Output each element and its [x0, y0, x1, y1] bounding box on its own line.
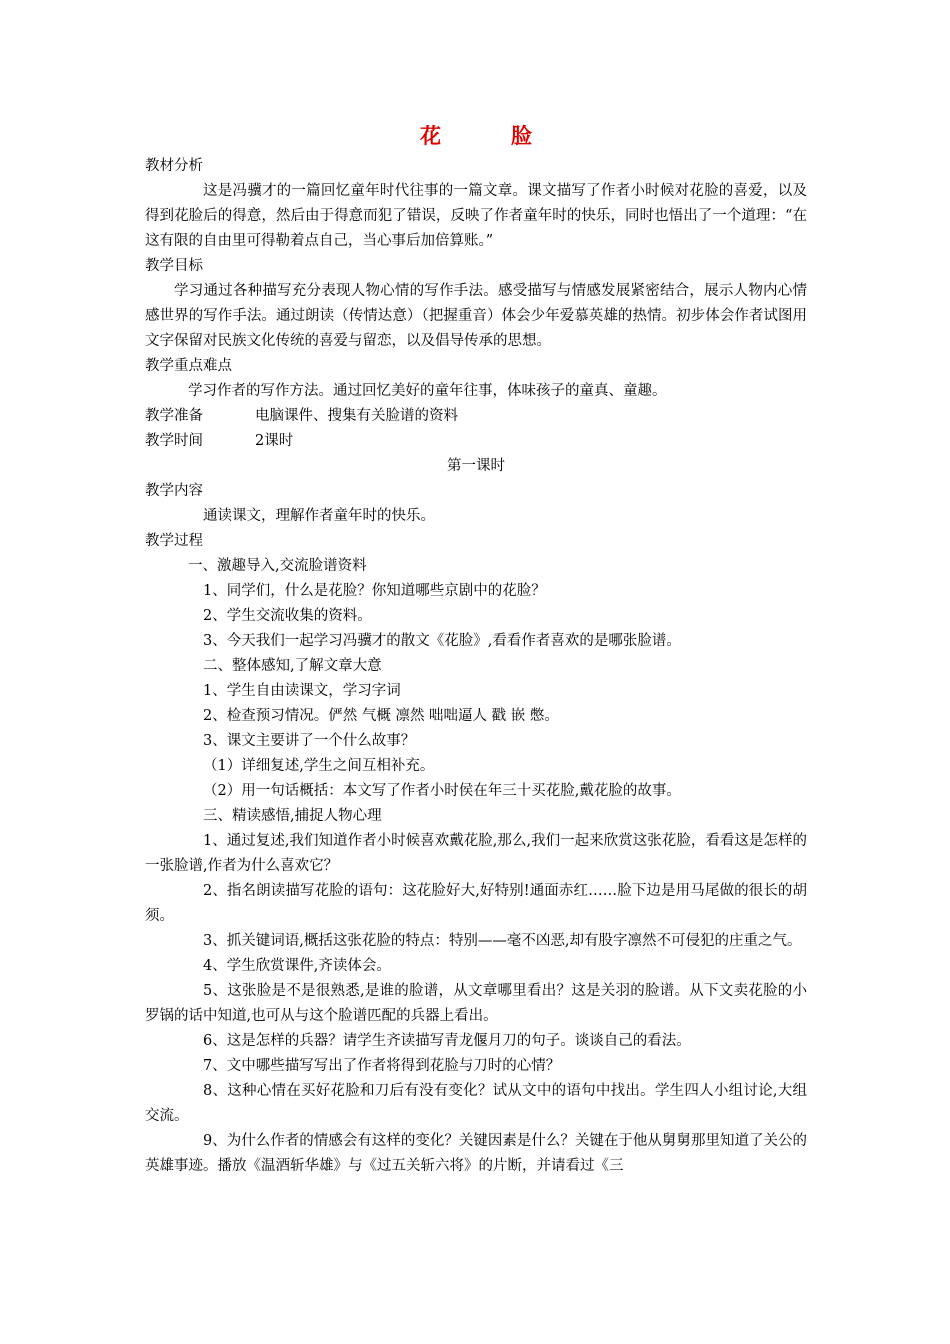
key-text: 学习作者的写作方法。通过回忆美好的童年往事，体味孩子的童真、童趣。: [188, 383, 667, 399]
content-heading: 教学内容: [145, 483, 203, 499]
key-heading: 教学重点难点: [145, 358, 232, 374]
process-item: 1、同学们，什么是花脸？你知道哪些京剧中的花脸？: [203, 583, 546, 599]
process-section-3: 三、精读感悟,捕捉人物心理: [203, 808, 382, 824]
process-item: 9、为什么作者的情感会有这样的变化？关键因素是什么？关键在于他从舅舅那里知道了关公的英雄事迹。播放《温酒斩华雄》与《过五关斩六将》的片断，并请看过《三: [145, 1133, 807, 1174]
process-item: 2、指名朗读描写花脸的语句：这花脸好大,好特别!通面赤红……脸下边是用马尾做的很长的胡须。: [145, 883, 807, 924]
process-item: 1、通过复述,我们知道作者小时候喜欢戴花脸,那么,我们一起来欣赏这张花脸，看看这是怎样的一张脸谱,作者为什么喜欢它？: [145, 833, 807, 874]
process-item: 7、文中哪些描写写出了作者将得到花脸与刀时的心情？: [203, 1058, 561, 1074]
process-heading: 教学过程: [145, 533, 203, 549]
process-section-1: 一、激趣导入,交流脸谱资料: [188, 558, 367, 574]
analysis-heading: 教材分析: [145, 158, 203, 174]
page-title: [145, 118, 807, 154]
process-item: 3、课文主要讲了一个什么故事？: [203, 733, 416, 749]
goal-text: 学习通过各种描写充分表现人物心情的写作手法。感受描写与情感发展紧密结合，展示人物内心情感世界的写作手法。通过朗读（传情达意）（把握重音）体会少年爱慕英雄的热情。初步体会作者试图用文字保留对民族文化传统的喜爱与留恋，以及倡导传承的思想。: [145, 283, 807, 349]
time-text: 2课时: [255, 433, 294, 449]
lesson-heading: 第一课时: [447, 458, 505, 474]
process-item: 8、这种心情在买好花脸和刀后有没有变化？试从文中的语句中找出。学生四人小组讨论,大组交流。: [145, 1083, 807, 1124]
document-page: [145, 118, 807, 1179]
goal-heading: 教学目标: [145, 258, 203, 274]
process-item: 2、学生交流收集的资料。: [203, 608, 372, 624]
content-text: 通读课文，理解作者童年时的快乐。: [203, 508, 435, 524]
analysis-text: 这是冯骥才的一篇回忆童年时代往事的一篇文章。课文描写了作者小时候对花脸的喜爱，以及得到花脸后的得意，然后由于得意而犯了错误，反映了作者童年时的快乐，同时也悟出了一个道理：“在这有限的自由里可得勒着点自己，当心事后加倍算账。”: [145, 183, 807, 249]
title-char-2: 脸: [511, 123, 532, 148]
process-item: 6、这是怎样的兵器？请学生齐读描写青龙偃月刀的句子。谈谈自己的看法。: [203, 1033, 691, 1049]
process-item: 1、学生自由读课文，学习字词: [203, 683, 401, 699]
time-heading: 教学时间: [145, 433, 203, 449]
process-subitem: （1）详细复述,学生之间互相补充。: [203, 758, 435, 774]
process-item: 3、今天我们一起学习冯骥才的散文《花脸》,看看作者喜欢的是哪张脸谱。: [203, 633, 681, 649]
process-item: 3、抓关键词语,概括这张花脸的特点：特别——毫不凶恶,却有股字凛然不可侵犯的庄重之气。: [203, 933, 802, 949]
prep-row: [145, 404, 807, 429]
process-item: 5、这张脸是不是很熟悉,是谁的脸谱，从文章哪里看出？这是关羽的脸谱。从下文卖花脸的小罗锅的话中知道,也可从与这个脸谱匹配的兵器上看出。: [145, 983, 807, 1024]
process-section-2: 二、整体感知,了解文章大意: [203, 658, 382, 674]
time-row: [145, 429, 807, 454]
prep-heading: 教学准备: [145, 408, 203, 424]
process-subitem: （2）用一句话概括：本文写了作者小时侯在年三十买花脸,戴花脸的故事。: [203, 783, 681, 799]
title-char-1: 花: [420, 123, 441, 148]
process-item: 4、学生欣赏课件,齐读体会。: [203, 958, 391, 974]
prep-text: 电脑课件、搜集有关脸谱的资料: [255, 408, 458, 424]
process-item: 2、检查预习情况。俨然 气概 凛然 咄咄逼人 戳 嵌 憋。: [203, 708, 559, 724]
